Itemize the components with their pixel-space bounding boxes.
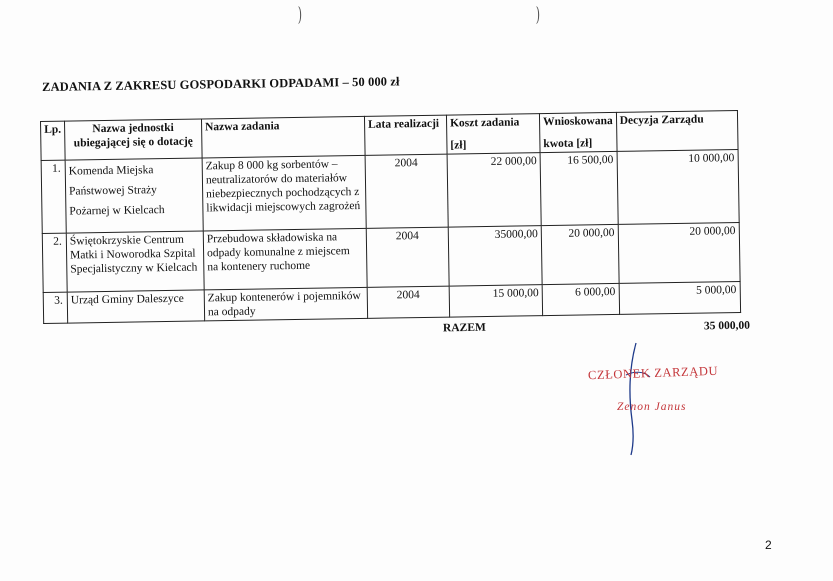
- row-cost: 22 000,00: [447, 153, 541, 227]
- punch-hole-mark-left: ): [297, 2, 303, 26]
- header-requested-label: Wnioskowana: [542, 115, 613, 129]
- row-requested: 16 500,00: [540, 151, 618, 225]
- stamp-title: CZŁONEK ZARZĄDU: [587, 363, 719, 383]
- row-entity: Komenda Miejska Państwowej Straży Pożarnej w Kielcach: [65, 158, 203, 233]
- row-cost: 35000,00: [448, 226, 542, 286]
- row-task: Przebudowa składowiska na odpady komunalne z miejscem na kontenery ruchome: [203, 228, 367, 290]
- grants-table: [40, 110, 741, 324]
- header-cost: [446, 114, 540, 154]
- row-years: 2004: [366, 227, 449, 287]
- header-decision: Decyzja Zarządu: [616, 111, 738, 152]
- page-number: 2: [765, 538, 772, 552]
- header-cost-label: Koszt zadania: [449, 116, 520, 130]
- total-label: RAZEM: [442, 321, 486, 335]
- header-cost-unit: [zł]: [450, 139, 467, 152]
- row-decision: 5 000,00: [619, 282, 740, 315]
- table-row: [42, 223, 739, 293]
- row-task: Zakup 8 000 kg sorbentów – neutralizatorów do materiałów niebezpiecznych pochodzących z likwidacji miejscowych zagrożeń: [202, 155, 366, 231]
- row-years: 2004: [365, 154, 448, 228]
- header-years: Lata realizacji: [364, 115, 447, 155]
- board-member-stamp: [588, 364, 748, 464]
- row-entity: Urząd Gminy Daleszyce: [67, 290, 204, 323]
- punch-hole-mark-right: ): [535, 2, 541, 26]
- header-requested-unit: kwota [zł]: [543, 137, 593, 151]
- row-lp: 1.: [41, 160, 66, 233]
- row-lp: 2.: [42, 233, 67, 292]
- row-years: 2004: [367, 286, 449, 318]
- total-value: 35 000,00: [703, 319, 751, 333]
- header-task: Nazwa zadania: [201, 116, 365, 158]
- row-entity: Świętokrzyskie Centrum Matki i Noworodka Szpital Specjalistyczny w Kielcach: [66, 231, 204, 292]
- row-decision: 10 000,00: [617, 150, 739, 225]
- row-requested: 20 000,00: [541, 224, 619, 284]
- table-row: [41, 150, 739, 234]
- row-requested: 6 000,00: [542, 283, 619, 315]
- header-lp: Lp.: [41, 121, 66, 160]
- row-cost: 15 000,00: [449, 285, 542, 317]
- row-task: Zakup kontenerów i pojemników na odpady: [204, 287, 367, 321]
- stamp-name: Zenon Janus: [617, 401, 687, 413]
- header-entity: Nazwa jednostki ubiegającej się o dotację: [64, 119, 202, 160]
- grants-table-container: [40, 110, 741, 324]
- header-requested: [539, 112, 616, 152]
- row-lp: 3.: [43, 292, 67, 323]
- row-decision: 20 000,00: [618, 223, 740, 284]
- document-title: ZADANIA Z ZAKRESU GOSPODARKI ODPADAMI – 50 000 zł: [42, 74, 400, 94]
